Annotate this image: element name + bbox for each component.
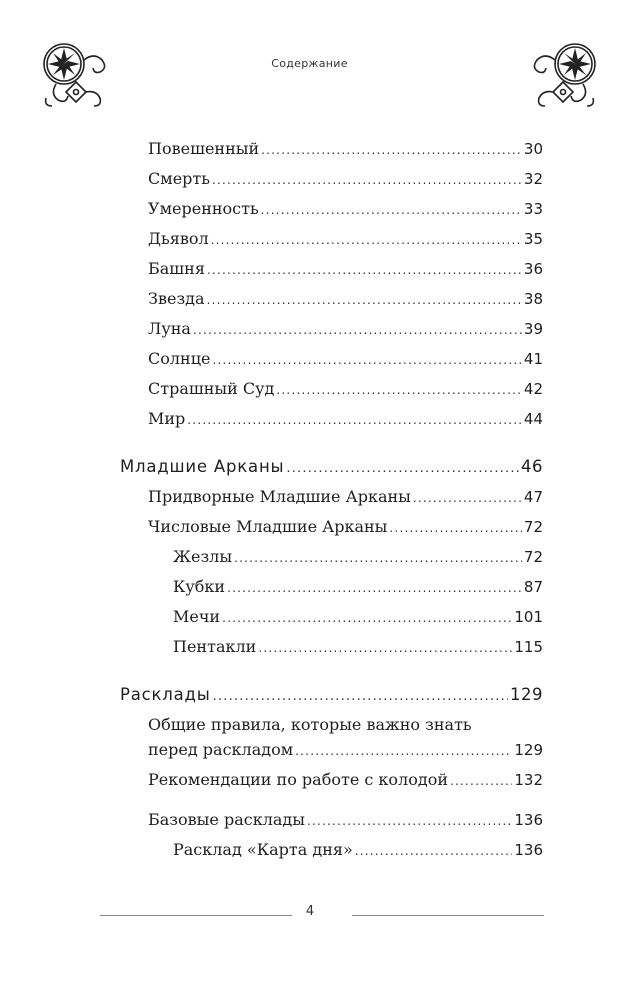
- dot-leader: [207, 257, 522, 283]
- toc-entry-page: 129: [514, 741, 543, 759]
- toc-subentry[interactable]: [173, 604, 543, 630]
- toc-entry-title: Дьявол: [148, 229, 209, 248]
- running-title: Содержание: [271, 57, 348, 70]
- dot-leader: [234, 545, 522, 571]
- toc-entry[interactable]: [148, 166, 543, 192]
- toc-section-title: Расклады: [120, 685, 211, 704]
- toc-entry[interactable]: [148, 406, 543, 432]
- toc-entry-page: 101: [514, 608, 543, 626]
- toc-entry-page: 42: [523, 380, 543, 398]
- ornament-icon: [38, 38, 114, 114]
- dot-leader: [222, 605, 512, 631]
- toc-entry-title-line1[interactable]: Общие правила, которые важно знать: [148, 715, 472, 734]
- toc-subentry[interactable]: [173, 544, 543, 570]
- dot-leader: [307, 808, 512, 834]
- toc-entry[interactable]: [148, 286, 543, 312]
- toc-entry-title: Звезда: [148, 289, 205, 308]
- toc-entry-title: Мир: [148, 409, 186, 428]
- toc-entry-title: Башня: [148, 259, 205, 278]
- page-number: 4: [305, 904, 315, 919]
- dot-leader: [276, 377, 522, 403]
- toc-entry-page: 72: [523, 518, 543, 536]
- toc-section-page: 46: [521, 457, 543, 476]
- toc-entry-page: 115: [514, 638, 543, 656]
- toc-entry-title: Жезлы: [173, 547, 233, 566]
- toc-entry-page: 30: [523, 140, 543, 158]
- toc-subentry[interactable]: [173, 837, 543, 863]
- toc-entry-page: 136: [514, 811, 543, 829]
- dot-leader: [211, 227, 522, 253]
- dot-leader: [212, 167, 522, 193]
- toc-entry-title: Повешенный: [148, 139, 260, 158]
- toc-entry[interactable]: [148, 136, 543, 162]
- toc-subentry[interactable]: [173, 574, 543, 600]
- dot-leader: [207, 287, 522, 313]
- dot-leader: [261, 137, 522, 163]
- toc-entry-title: Мечи: [173, 607, 221, 626]
- toc-subentry[interactable]: [173, 634, 543, 660]
- toc-entry[interactable]: [148, 514, 543, 540]
- toc-entry-title: Страшный Суд: [148, 379, 275, 398]
- toc-entry-title: Расклад «Карта дня»: [173, 840, 353, 859]
- dot-leader: [258, 635, 512, 661]
- toc-entry-page: 47: [523, 488, 543, 506]
- toc-entry[interactable]: [148, 316, 543, 342]
- toc-entry[interactable]: [148, 807, 543, 833]
- toc-entry[interactable]: [148, 256, 543, 282]
- toc-entry-title: Кубки: [173, 577, 226, 596]
- toc-entry-title: Рекомендации по работе с колодой: [148, 770, 448, 789]
- dot-leader: [261, 197, 522, 223]
- toc-entry-page: 36: [523, 260, 543, 278]
- dot-leader: [286, 456, 519, 482]
- dot-leader: [355, 838, 513, 864]
- toc-entry-title: Смерть: [148, 169, 210, 188]
- toc-entry-page: 39: [523, 320, 543, 338]
- toc-entry-page: 44: [523, 410, 543, 428]
- dot-leader: [213, 684, 508, 710]
- toc-entry[interactable]: [148, 226, 543, 252]
- toc-entry[interactable]: [148, 376, 543, 402]
- dot-leader: [389, 515, 521, 541]
- toc-section-spreads[interactable]: [120, 682, 543, 708]
- footer-rule-right: [352, 915, 544, 916]
- toc-entry-title: Луна: [148, 319, 191, 338]
- footer-rule-left: [100, 915, 292, 916]
- toc-entry[interactable]: [148, 767, 543, 793]
- toc-section-minor-arcana[interactable]: [120, 454, 543, 480]
- toc-entry-title: Базовые расклады: [148, 810, 305, 829]
- toc-entry-page: 136: [514, 841, 543, 859]
- toc-entry-title: Солнце: [148, 349, 211, 368]
- toc-entry-title: перед раскладом: [148, 740, 294, 759]
- dot-leader: [227, 575, 522, 601]
- toc-entry-page: 87: [523, 578, 543, 596]
- toc-entry-page: 38: [523, 290, 543, 308]
- toc-entry-title: Придворные Младшие Арканы: [148, 487, 411, 506]
- toc-section-title: Младшие Арканы: [120, 457, 285, 476]
- toc-entry-title: Умеренность: [148, 199, 259, 218]
- toc-entry[interactable]: [148, 737, 543, 763]
- dot-leader: [212, 347, 521, 373]
- dot-leader: [413, 485, 522, 511]
- dot-leader: [450, 768, 512, 794]
- ornament-icon: [525, 38, 601, 114]
- toc-entry-title: Числовые Младшие Арканы: [148, 517, 388, 536]
- toc-entry-page: 132: [514, 771, 543, 789]
- dot-leader: [295, 738, 512, 764]
- toc-entry-title: Пентакли: [173, 637, 257, 656]
- toc-entry-page: 33: [523, 200, 543, 218]
- dot-leader: [187, 407, 522, 433]
- toc-entry[interactable]: [148, 196, 543, 222]
- toc-entry-page: 41: [523, 350, 543, 368]
- toc-entry-page: 32: [523, 170, 543, 188]
- toc-entry-page: 72: [523, 548, 543, 566]
- dot-leader: [193, 317, 522, 343]
- toc-entry-page: 35: [523, 230, 543, 248]
- toc-entry[interactable]: [148, 346, 543, 372]
- toc-section-page: 129: [510, 685, 543, 704]
- toc-entry[interactable]: [148, 484, 543, 510]
